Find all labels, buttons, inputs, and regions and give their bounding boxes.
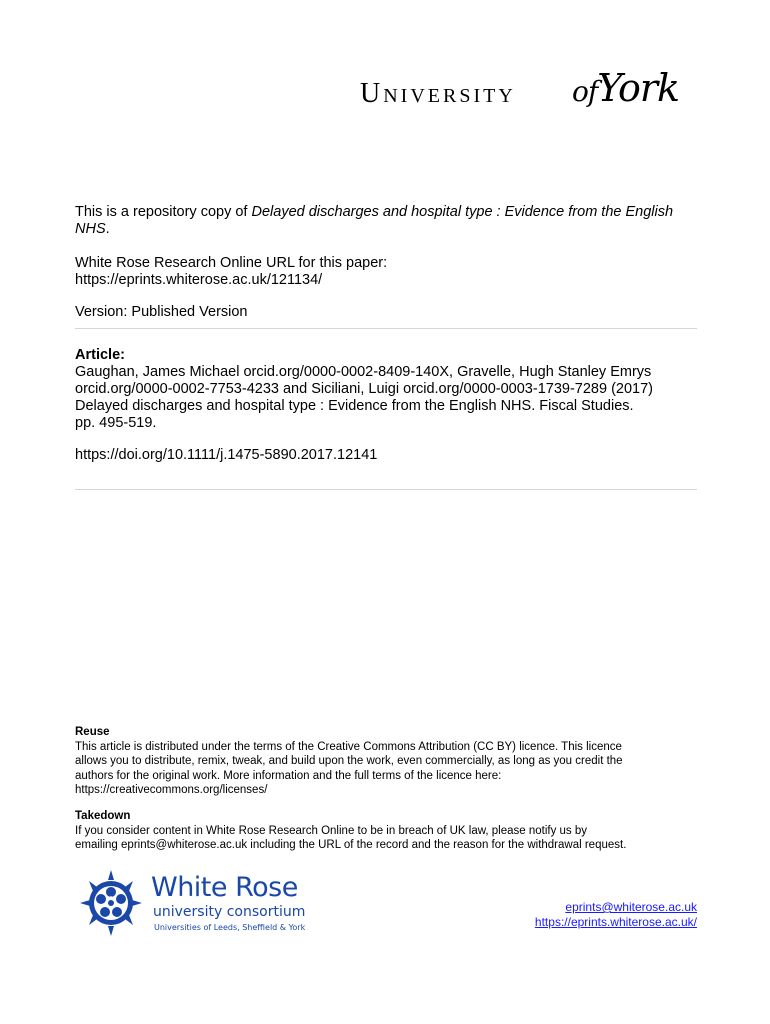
url-label: White Rose Research Online URL for this paper:: [75, 255, 388, 271]
article-block: [75, 347, 700, 432]
white-rose-logo: [78, 866, 318, 946]
article-line-2: orcid.org/0000-0002-7753-4233 and Siciliani, Luigi orcid.org/0000-0003-1739-7289 (2017): [75, 381, 653, 397]
takedown-line-2: emailing eprints@whiterose.ac.uk including the URL of the record and the reason for the withdrawal request.: [75, 839, 627, 851]
white-rose-name: White Rose: [151, 872, 298, 903]
site-link[interactable]: https://eprints.whiterose.ac.uk/: [534, 915, 697, 929]
divider-bottom: [75, 489, 697, 490]
article-line-4: pp. 495-519.: [75, 415, 157, 431]
article-doi[interactable]: https://doi.org/10.1111/j.1475-5890.2017.12141: [75, 447, 378, 463]
reuse-line-2: allows you to distribute, remix, tweak, and build upon the work, even commercially, as long as you credit the: [75, 755, 623, 767]
logo-york-text: York: [597, 66, 680, 110]
reuse-block: [75, 725, 700, 798]
contact-links: [535, 900, 697, 930]
title-period: .: [105, 221, 110, 237]
university-of-york-logo: [360, 66, 700, 116]
white-rose-subtitle: university consortium: [153, 904, 306, 920]
version-text: Version: Published Version: [75, 304, 248, 320]
white-rose-universities: Universities of Leeds, Sheffield & York: [154, 923, 306, 932]
reuse-heading: Reuse: [75, 726, 110, 738]
logo-york-script: [572, 66, 679, 110]
white-rose-emblem-icon: [78, 868, 144, 938]
logo-university-text: University: [360, 78, 516, 109]
takedown-line-1: If you consider content in White Rose Research Online to be in breach of UK law, please notify us by: [75, 824, 588, 837]
article-heading: Article:: [75, 347, 125, 363]
url-block: [75, 255, 700, 289]
takedown-heading: Takedown: [75, 810, 131, 822]
reuse-line-3: authors for the original work. More information and the full terms of the licence here:: [75, 769, 502, 782]
reuse-line-1: This article is distributed under the terms of the Creative Commons Attribution (CC BY) licence. This licence: [75, 740, 622, 753]
reuse-licence-link[interactable]: https://creativecommons.org/licenses/: [75, 784, 268, 796]
repository-intro: [75, 204, 700, 238]
paper-title: Delayed discharges and hospital type : Evidence from the English NHS: [75, 204, 674, 237]
article-line-1: Gaughan, James Michael orcid.org/0000-0002-8409-140X, Gravelle, Hugh Stanley Emrys: [75, 364, 652, 380]
paper-url[interactable]: https://eprints.whiterose.ac.uk/121134/: [75, 272, 323, 288]
article-line-3: Delayed discharges and hospital type : Evidence from the English NHS. Fiscal Studies.: [75, 398, 634, 414]
email-link[interactable]: eprints@whiterose.ac.uk: [565, 900, 697, 914]
takedown-block: [75, 809, 700, 853]
divider-top: [75, 328, 697, 329]
logo-of-text: of: [572, 75, 598, 108]
intro-text: This is a repository copy of: [75, 204, 252, 220]
